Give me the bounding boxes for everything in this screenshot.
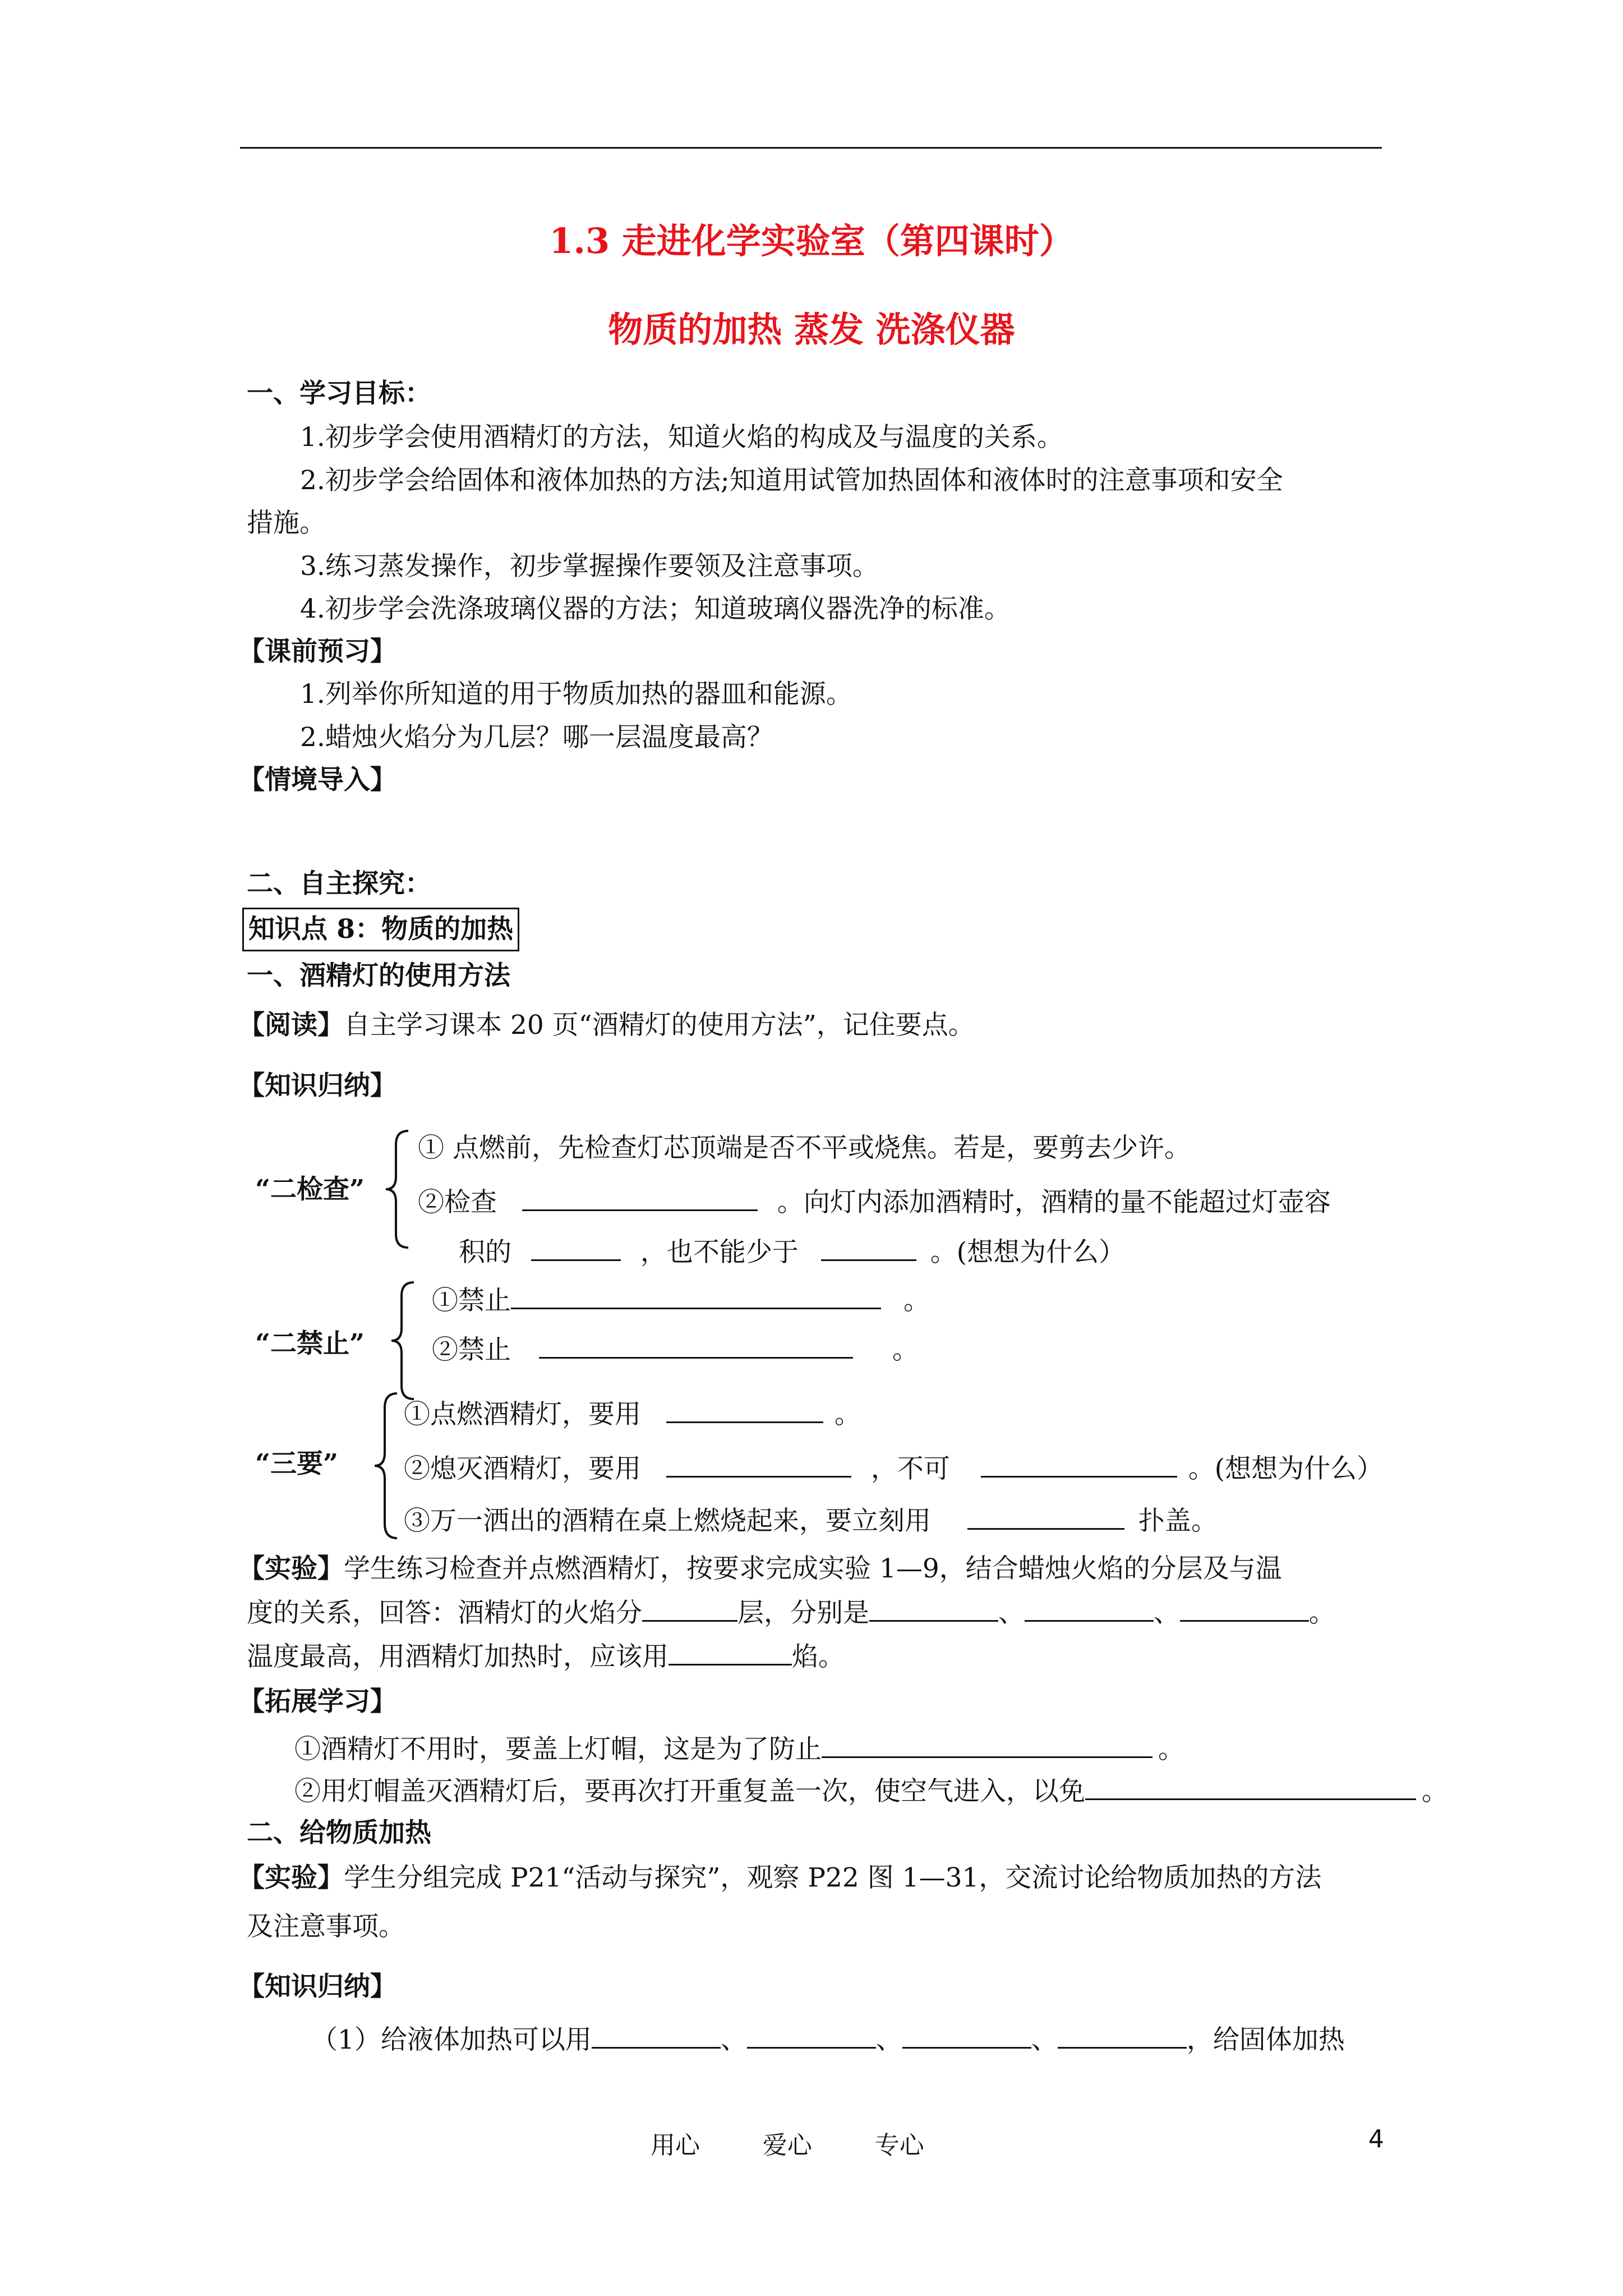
fill-blank[interactable] [869,1594,998,1622]
fill-blank[interactable] [1025,1594,1154,1622]
fill-blank[interactable] [666,1396,823,1423]
ban-item-2-text: ②禁止 [432,1335,511,1365]
label-two-checks: “二检查” [255,1174,365,1205]
separator: 、 [875,2024,902,2055]
experiment-tag: 【实验】 [238,1862,344,1893]
separator: 、 [1154,1598,1180,1628]
goal-item: 1.初步学会使用酒精灯的方法，知道火焰的构成及与温度的关系。 [300,422,1063,453]
must-item-1-text: ①点燃酒精灯，要用 [404,1399,641,1430]
heating-text: （1）给液体加热可以用 [311,2024,592,2055]
check-item-3-text: 积的 [459,1237,511,1268]
must-item-2 [404,1450,1383,1486]
experiment2-line-2: 及注意事项。 [247,1911,405,1942]
must-item-2-end: 。(想想为什么） [1188,1453,1384,1484]
section-tag-intro: 【情境导入】 [238,765,396,795]
ban-item-2 [432,1331,919,1367]
summary-tag: 【知识归纳】 [238,1971,396,2002]
check-item-3-text-mid: ，也不能少于 [640,1237,799,1268]
fill-blank[interactable] [522,1184,758,1211]
goal-item: 3.练习蒸发操作，初步掌握操作要领及注意事项。 [300,551,879,582]
label-three-musts: “三要” [255,1448,339,1479]
footer-motto: 用心 爱心 专心 [651,2131,924,2160]
fill-blank[interactable] [642,1594,737,1622]
experiment-line-3 [247,1638,845,1674]
ban-item-1-text: ①禁止 [432,1285,511,1316]
read-text: 自主学习课本 20 页“酒精灯的使用方法”，记住要点。 [344,1010,975,1041]
fill-blank[interactable] [668,1638,792,1665]
experiment-text: 焰。 [792,1641,845,1672]
experiment-tag: 【实验】 [238,1553,344,1584]
separator: 、 [1031,2024,1058,2055]
read-tag: 【阅读】 [238,1010,344,1041]
knowledge-point-box: 知识点 8：物质的加热 [242,908,519,951]
goal-item-continued: 措施。 [247,508,326,539]
experiment-end: 。 [1309,1598,1335,1628]
fill-blank[interactable] [902,2021,1031,2049]
check-item-3 [459,1234,1125,1269]
goal-item: 2.初步学会给固体和液体加热的方法;知道用试管加热固体和液体时的注意事项和安全 [300,465,1283,496]
must-item-1-end: 。 [834,1399,861,1430]
fill-blank[interactable] [967,1502,1124,1530]
fill-blank[interactable] [822,1731,1152,1758]
must-item-2-text: ②熄灭酒精灯，要用 [404,1453,641,1484]
fill-blank[interactable] [592,2021,721,2049]
ban-item-2-end: 。 [892,1335,919,1365]
must-item-3-text: ③万一洒出的酒精在桌上燃烧起来，要立刻用 [404,1506,931,1536]
check-item-2-text: ②检查 [418,1187,497,1218]
experiment-line-1 [238,1552,1282,1586]
fill-blank[interactable] [666,1450,851,1478]
experiment-text: 学生练习检查并点燃酒精灯，按要求完成实验 1—9，结合蜡烛火焰的分层及与温 [344,1553,1282,1584]
fill-blank[interactable] [981,1450,1177,1478]
section-heading-explore: 二、自主探究： [247,868,431,899]
fill-blank[interactable] [531,1234,621,1261]
ban-item-1 [432,1282,930,1318]
separator: 、 [998,1598,1025,1628]
extension-item-2 [294,1773,1448,1809]
extension-end: 。 [1158,1734,1184,1765]
extension-text: ①酒精灯不用时，要盖上灯帽，这是为了防止 [294,1734,822,1765]
preview-item: 2.蜡烛火焰分为几层？哪一层温度最高？ [300,722,773,753]
check-item-3-text-end: 。(想想为什么） [930,1237,1126,1268]
brace-musts [370,1390,402,1542]
fill-blank[interactable] [1180,1594,1309,1622]
goal-item: 4.初步学会洗涤玻璃仪器的方法；知道玻璃仪器洗净的标准。 [300,593,1011,624]
page-number: 4 [1368,2125,1384,2154]
subheading-lamp-usage: 一、酒精灯的使用方法 [247,960,510,991]
section-tag-preview: 【课前预习】 [238,636,396,667]
section-heading-goals: 一、学习目标： [247,378,431,409]
fill-blank[interactable] [1085,1773,1416,1800]
experiment-text: 学生分组完成 P21“活动与探究”，观察 P22 图 1—31，交流讨论给物质加热的方法 [344,1862,1322,1893]
fill-blank[interactable] [747,2021,876,2049]
heating-item-1 [311,2021,1345,2057]
page-subtitle: 物质的加热 蒸发 洗涤仪器 [608,309,1015,350]
read-line [238,1009,975,1042]
heating-text-end: ，给固体加热 [1186,2024,1345,2055]
must-item-1 [404,1396,861,1432]
check-item-1: ① 点燃前，先检查灯芯顶端是否不平或烧焦。若是，要剪去少许。 [418,1133,1191,1163]
must-item-3 [404,1502,1218,1538]
ban-item-1-end: 。 [903,1285,930,1316]
separator: 、 [720,2024,747,2055]
page-title: 1.3 走进化学实验室（第四课时） [549,220,1074,261]
subheading-heating: 二、给物质加热 [247,1818,431,1848]
check-item-2-text-end: 。向灯内添加酒精时，酒精的量不能超过灯壶容 [777,1187,1331,1218]
preview-item: 1.列举你所知道的用于物质加热的器皿和能源。 [300,679,852,710]
experiment-text: 温度最高，用酒精灯加热时，应该用 [247,1641,668,1672]
experiment2-line-1 [238,1861,1321,1895]
fill-blank[interactable] [539,1331,853,1359]
extension-text: ②用灯帽盖灭酒精灯后，要再次打开重复盖一次，使空气进入，以免 [294,1776,1085,1807]
summary-tag: 【知识归纳】 [238,1070,396,1101]
fill-blank[interactable] [511,1282,881,1309]
check-item-2 [418,1184,1331,1220]
label-two-bans: “二禁止” [255,1328,365,1359]
must-item-2-text-mid: ，不可 [870,1453,950,1484]
fill-blank[interactable] [821,1234,916,1261]
experiment-text: 层，分别是 [737,1598,869,1628]
experiment-text: 度的关系，回答：酒精灯的火焰分 [247,1598,642,1628]
extension-tag: 【拓展学习】 [238,1686,396,1717]
must-item-3-end: 扑盖。 [1138,1506,1218,1536]
brace-ban [387,1279,418,1402]
header-rule [240,147,1382,149]
extension-item-1 [294,1731,1184,1766]
fill-blank[interactable] [1058,2021,1187,2049]
brace-check [381,1128,413,1251]
experiment-line-2 [247,1594,1335,1630]
extension-end: 。 [1422,1776,1448,1807]
